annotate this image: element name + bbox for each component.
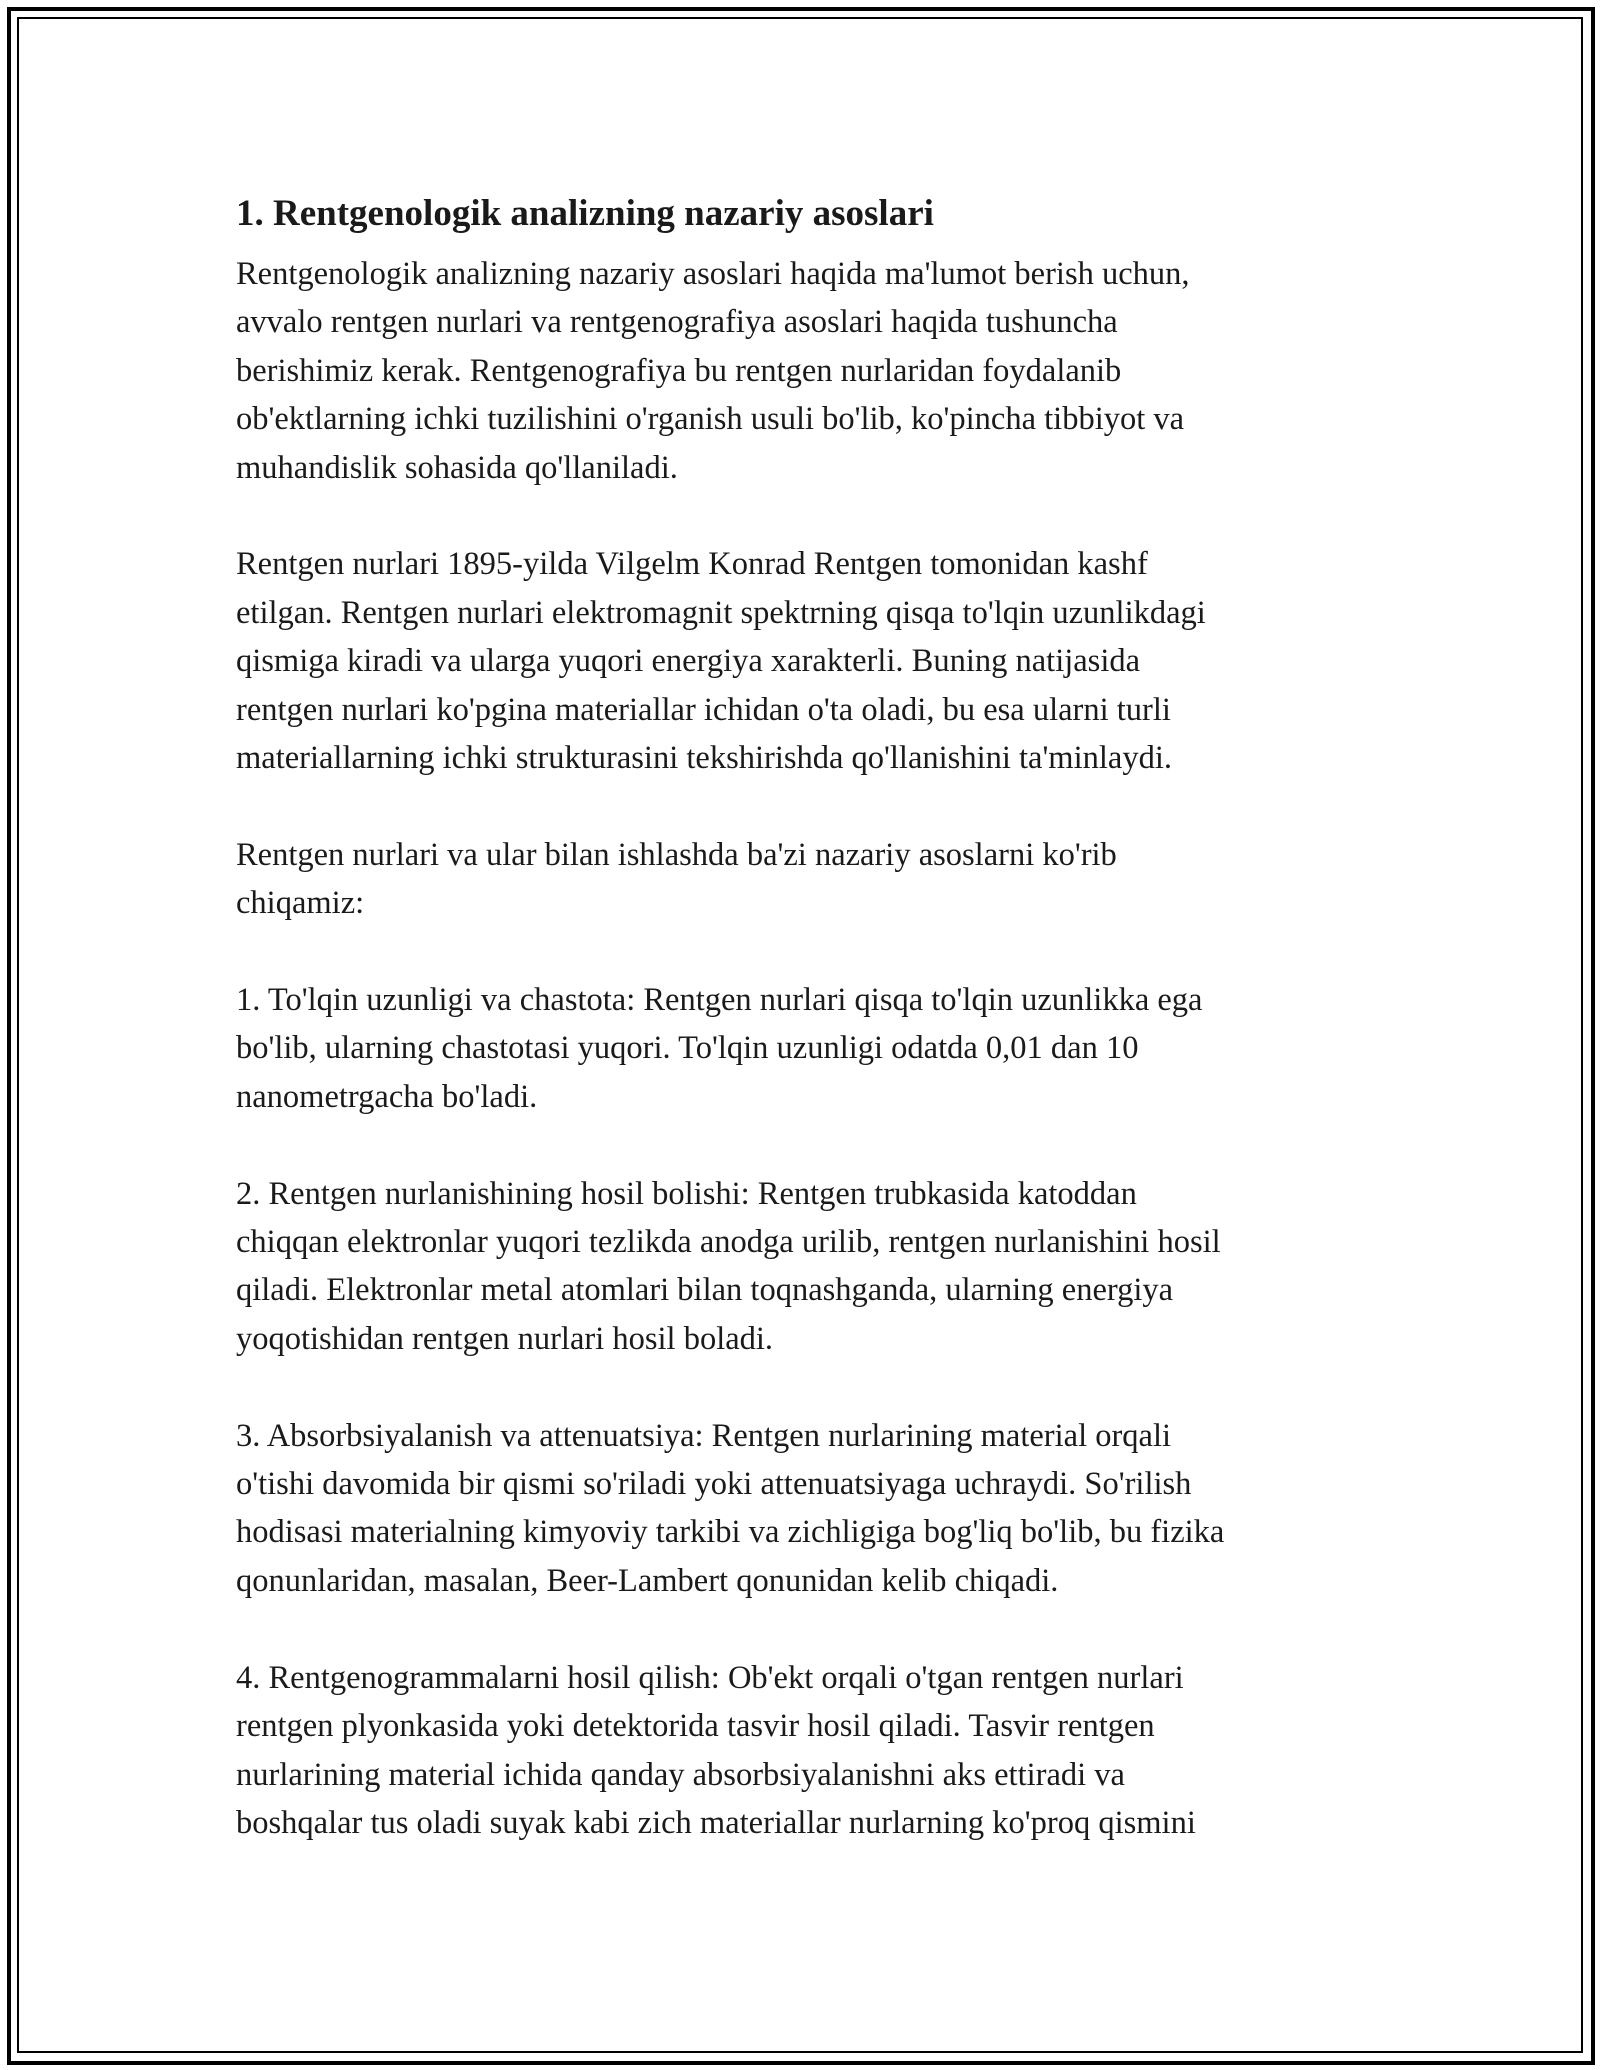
document-body bbox=[236, 190, 1366, 1847]
paragraph-overview: Rentgen nurlari va ular bilan ishlashda ba'zi nazariy asoslarni ko'rib chiqamiz: bbox=[236, 836, 1117, 922]
paragraph-item-3: 3. Absorbsiyalanish va attenuatsiya: Rentgen nurlarining material orqali o'tishi davomida bir qismi so'riladi yoki attenuatsiyaga uchraydi. So'rilish hodisasi materialning kimyoviy tarkibi va zichligiga bog'liq bo'lib, bu fizika qonunlaridan, masalan, Beer-Lambert qonunidan kelib chiqadi. bbox=[236, 1417, 1225, 1599]
paragraph-history: Rentgen nurlari 1895-yilda Vilgelm Konrad Rentgen tomonidan kashf etilgan. Rentgen nurlari elektromagnit spektrning qisqa to'lqin uzunlikdagi qismiga kiradi va ularga yuqori energiya xarakterli. Buning natijasida rentgen nurlari ko'pgina materiallar ichidan o'ta oladi, bu esa ularni turli materiallarning ichki strukturasini tekshirishda qo'llanishini ta'minlaydi. bbox=[236, 546, 1206, 777]
paragraph-intro: Rentgenologik analizning nazariy asoslari haqida ma'lumot berish uchun, avvalo rentgen nurlari va rentgenografiya asoslari haqida tushuncha berishimiz kerak. Rentgenografiya bu rentgen nurlaridan foydalanib ob'ektlarning ichki tuzilishini o'rganish usuli bo'lib, ko'pincha tibbiyot va muhandislik sohasida qo'llaniladi. bbox=[236, 256, 1190, 486]
paragraph-item-2: 2. Rentgen nurlanishining hosil bolishi: Rentgen trubkasida katoddan chiqqan elektronlar yuqori tezlikda anodga urilib, rentgen nurlanishini hosil qiladi. Elektronlar metal atomlari bilan toqnashganda, ularning energiya yoqotishidan rentgen nurlari hosil boladi. bbox=[236, 1175, 1221, 1357]
paragraph-item-4: 4. Rentgenogrammalarni hosil qilish: Ob'ekt orqali o'tgan rentgen nurlari rentgen plyonkasida yoki detektorida tasvir hosil qiladi. Tasvir rentgen nurlarining material ichida qanday absorbsiyalanishni aks ettiradi va boshqalar tus oladi suyak kabi zich materiallar nurlarning ko'proq qismini bbox=[236, 1659, 1196, 1841]
section-heading: 1. Rentgenologik analizning nazariy asoslari bbox=[236, 193, 934, 234]
paragraph-item-1: 1. To'lqin uzunligi va chastota: Rentgen nurlari qisqa to'lqin uzunlikka ega bo'lib, ularning chastotasi yuqori. To'lqin uzunligi odatda 0,01 dan 10 nanometrgacha bo'ladi. bbox=[236, 982, 1203, 1115]
